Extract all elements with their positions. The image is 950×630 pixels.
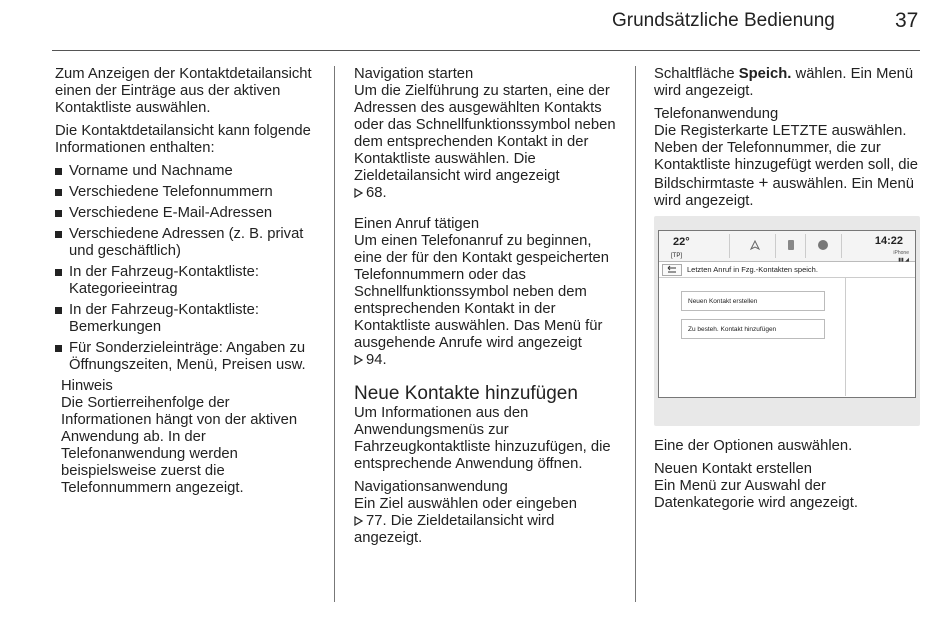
paragraph: Ein Menü zur Auswahl der Datenkategorie wird angezeigt.	[654, 478, 858, 511]
hint-text: Die Sortierreihenfolge der Informationen hängt von der aktiven Anwendung ab. In der Telefonanwendung werden beispielsweise zuerst die Telefonnummern angezeigt.	[61, 395, 298, 496]
bullet-list	[55, 163, 317, 374]
paragraph-text: Um einen Telefonanruf zu beginnen, eine der für den Kontakt gespeicherten Telefonnummern oder das Schnellfunktionssymbol neben dem entsprechenden Kontakt in der Kontaktliste auswählen. Das Menü für ausgehende Anrufe wird angezeigt	[354, 233, 610, 351]
list-item: Vorname und Nachname	[55, 163, 317, 180]
paragraph	[354, 233, 622, 369]
page-reference: 77.	[366, 513, 387, 529]
clock: 14:22	[874, 235, 903, 247]
paragraph: Die Kontaktdetailansicht kann folgende Informationen enthalten:	[55, 123, 311, 156]
list-item: Verschiedene E-Mail-Adressen	[55, 205, 317, 222]
back-arrow-icon	[663, 265, 681, 275]
paragraph	[654, 66, 922, 100]
infotainment-screen	[658, 230, 916, 398]
temperature: 22°	[673, 236, 690, 248]
menu-title-row	[659, 262, 915, 278]
column-divider	[635, 66, 636, 602]
button-reference: Speich.	[738, 66, 792, 82]
paragraph: Zum Anzeigen der Kontaktdetailansicht einen der Einträge aus der aktiven Kontaktliste auswählen.	[55, 66, 312, 116]
menu-title: Letzten Anruf in Fzg.-Kontakten speich.	[687, 265, 818, 274]
paragraph	[354, 83, 622, 202]
column-right	[654, 66, 922, 518]
back-button[interactable]	[662, 264, 682, 276]
tab-reference: LETZTE	[772, 123, 828, 139]
paragraph	[354, 496, 622, 547]
divider	[775, 234, 776, 258]
column-left	[55, 66, 317, 497]
paragraph-text: Die Zieldetailansicht wird angezeigt.	[354, 513, 555, 546]
connected-phone: iPhone	[893, 250, 909, 256]
navigation-icon[interactable]	[749, 239, 761, 251]
hint-heading: Hinweis	[61, 378, 113, 394]
list-item: Verschiedene Telefonnummern	[55, 184, 317, 201]
paragraph-text: wählen. Ein Menü wird angezeigt.	[654, 66, 914, 99]
column-divider	[334, 66, 335, 602]
header-rule	[52, 50, 920, 51]
page-header	[0, 0, 950, 50]
subheading-new-contact: Neuen Kontakt erstellen	[654, 461, 812, 477]
subheading-navigation-app: Navigationsanwendung	[354, 479, 508, 495]
section-title: Neue Kontakte hinzufügen	[354, 383, 578, 404]
new-contact-button[interactable]: Neuen Kontakt erstellen	[681, 291, 825, 311]
divider	[845, 278, 846, 396]
paragraph	[654, 123, 922, 210]
paragraph: Eine der Optionen auswählen.	[654, 438, 853, 454]
paragraph: Um Informationen aus den Anwendungsmenüs zur Fahrzeugkontaktliste hinzuzufügen, die entsprechende Anwendung öffnen.	[354, 405, 611, 472]
subheading-call: Einen Anruf tätigen	[354, 216, 480, 232]
subheading-phone-app: Telefonanwendung	[654, 106, 779, 122]
subheading-navigation: Navigation starten	[354, 66, 474, 82]
page-reference-icon	[354, 355, 363, 365]
page-reference-icon	[354, 188, 363, 198]
phone-icon[interactable]	[785, 239, 797, 251]
paragraph-text: auswählen. Neben der Telefonnummer, die zur Kontaktliste hinzugefügt werden soll, die Bildschirmtaste	[654, 123, 919, 192]
screenshot-figure	[654, 216, 920, 426]
paragraph-text: Ein Ziel auswählen oder eingeben	[354, 496, 577, 512]
status-bar	[659, 231, 915, 262]
plus-icon: +	[758, 173, 769, 192]
page-number: 37	[895, 9, 919, 32]
divider	[805, 234, 806, 258]
paragraph-text: Schaltfläche	[654, 66, 735, 82]
add-to-contact-button[interactable]: Zu besteh. Kontakt hinzufügen	[681, 319, 825, 339]
page-reference: 94.	[366, 352, 387, 368]
list-item: In der Fahrzeug-Kontaktliste: Kategorieeintrag	[55, 264, 317, 298]
divider	[841, 234, 842, 258]
page-reference: 68.	[366, 185, 387, 201]
traffic-program-label: [TP]	[671, 253, 683, 259]
hint-block	[61, 378, 317, 497]
paragraph-text: Um die Zielführung zu starten, eine der Adressen des ausgewählten Kontakts oder das Schnellfunktionssymbol neben dem entsprechenden Kontakt in der Kontaktliste auswählen. Die Zieldetailansicht wird angezeigt	[354, 83, 616, 184]
list-item: In der Fahrzeug-Kontaktliste: Bemerkungen	[55, 302, 317, 336]
divider	[729, 234, 730, 258]
paragraph-text: Die Registerkarte	[654, 123, 769, 139]
column-middle	[354, 66, 622, 553]
info-icon[interactable]	[817, 239, 829, 251]
page-reference-icon	[354, 516, 363, 526]
paragraph-text: auswählen. Ein Menü wird angezeigt.	[654, 176, 914, 209]
page-title: Grundsätzliche Bedienung	[612, 10, 835, 31]
list-item: Verschiedene Adressen (z. B. privat und geschäftlich)	[55, 226, 317, 260]
signal-icon: ▮▮ ◢	[898, 257, 909, 263]
list-item: Für Sonderzieleinträge: Angaben zu Öffnungszeiten, Menü, Preisen usw.	[55, 340, 317, 374]
